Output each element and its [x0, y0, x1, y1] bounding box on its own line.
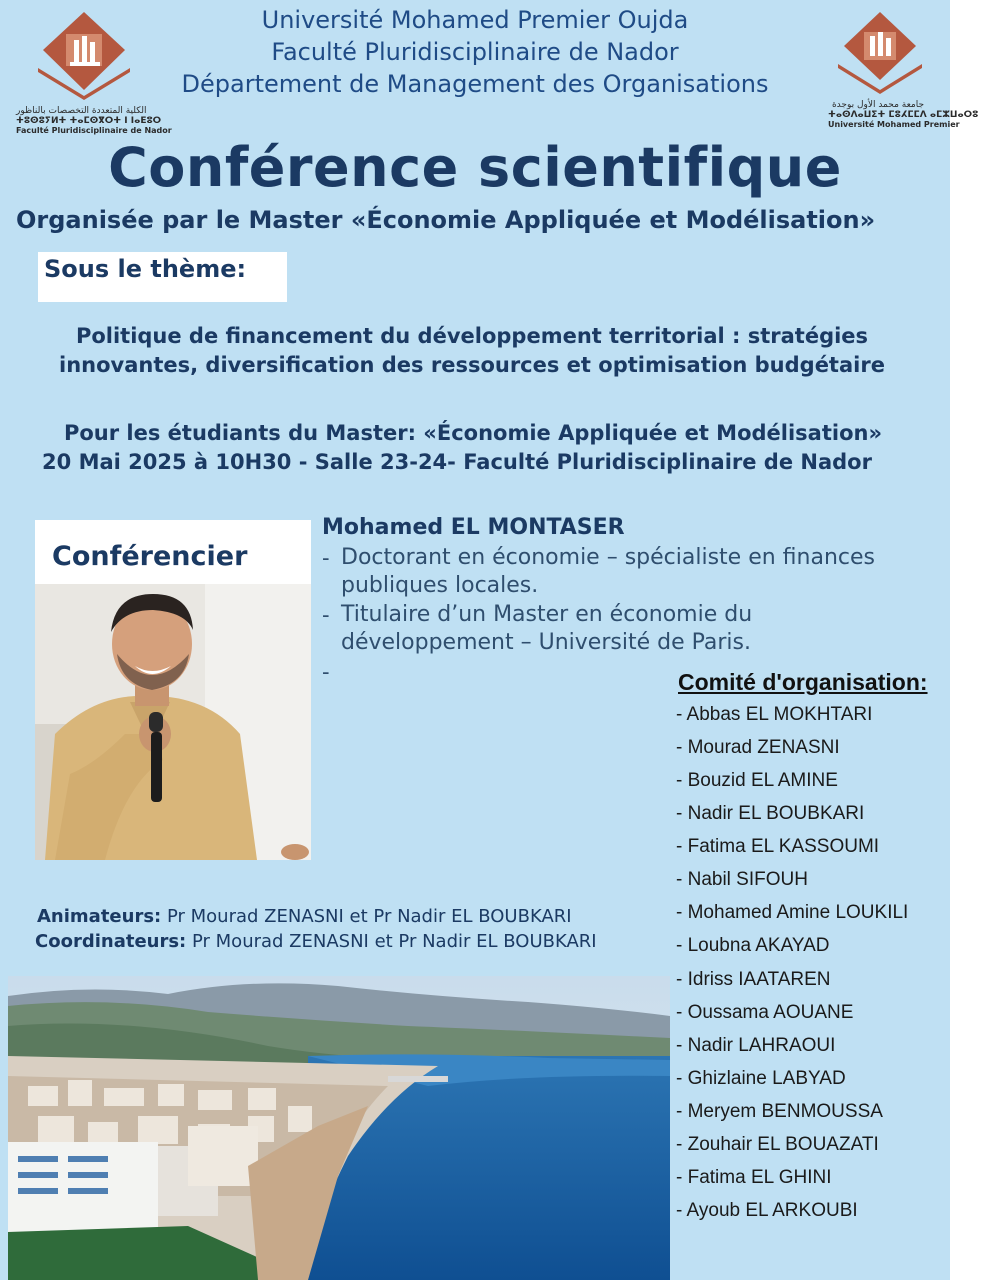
committee-member: - Nadir LAHRAOUI — [676, 1034, 836, 1056]
faculty-logo: الكلية المتعددة التخصصات بالناظور ⵜⵓⵙⵓⵢⵍⵜ ⵜⴰⵎⵙⴳⵔⵜ ⵏ ⵏⴰⴹⵓⵔ Faculté Pluridisciplinaire de Nador — [30, 10, 130, 136]
city-photo — [8, 976, 670, 1280]
committee-member: - Mohamed Amine LOUKILI — [676, 902, 909, 924]
committee-member: - Oussama AOUANE — [676, 1001, 854, 1023]
animateurs-label: Animateurs: — [37, 906, 162, 927]
theme-label: Sous le thème: — [44, 255, 247, 283]
committee-member: - Idriss IAATAREN — [676, 968, 831, 990]
committee-member: - Nadir EL BOUBKARI — [676, 803, 865, 825]
committee-member: - Mourad ZENASNI — [676, 737, 840, 759]
audience-line: Pour les étudiants du Master: «Économie Appliquée et Modélisation» — [63, 421, 883, 445]
coordinateurs-value: Pr Mourad ZENASNI et Pr Nadir EL BOUBKARI — [186, 931, 597, 952]
bio-1-line-1: Doctorant en économie – spécialiste en finances — [341, 545, 875, 570]
bio-2-line-1: Titulaire d’un Master en économie du — [341, 602, 753, 627]
committee-member: - Fatima EL GHINI — [676, 1166, 832, 1188]
committee-member: - Meryem BENMOUSSA — [676, 1100, 883, 1122]
header-department: Département de Management des Organisations — [181, 70, 769, 98]
coordinateurs-label: Coordinateurs: — [35, 931, 187, 952]
header-university: Université Mohamed Premier Oujda — [261, 6, 689, 34]
committee-member: - Ayoub EL ARKOUBI — [676, 1200, 858, 1222]
theme-line-1: Politique de financement du développement territorial : stratégies — [75, 324, 869, 348]
faculty-emblem-icon — [30, 10, 130, 100]
university-emblem-icon — [828, 8, 928, 96]
university-logo: جامعة محمد الأول بوجدة ⵜⴰⵙⴷⴰⵡⵉⵜ ⵎⵓⵃⵎⵎⴷ ⴰⵎⵣⵡⴰⵔⵓ Université Mohamed Premier — [828, 8, 928, 130]
bio-bullet: - — [322, 660, 330, 684]
university-logo-caption: Université Mohamed Premier — [828, 120, 960, 129]
committee-member: - Abbas EL MOKHTARI — [676, 704, 873, 725]
page-title: Conférence scientifique — [108, 136, 842, 199]
header-faculty: Faculté Pluridisciplinaire de Nador — [271, 38, 679, 66]
bio-bullet: - — [322, 546, 330, 570]
animateurs-value: Pr Mourad ZENASNI et Pr Nadir EL BOUBKARI — [161, 906, 572, 927]
committee-member: - Zouhair EL BOUAZATI — [676, 1133, 879, 1155]
animateurs-line — [37, 906, 572, 927]
speaker-label: Conférencier — [52, 541, 248, 572]
speaker-name: Mohamed EL MONTASER — [322, 515, 625, 540]
committee-member: - Bouzid EL AMINE — [676, 770, 838, 792]
bio-bullet: - — [322, 603, 330, 627]
committee-member: - Fatima EL KASSOUMI — [676, 836, 880, 858]
committee-member: - Ghizlaine LABYAD — [676, 1067, 846, 1089]
bio-1-line-2: publiques locales. — [341, 573, 539, 598]
date-location-line: 20 Mai 2025 à 10H30 - Salle 23-24- Faculté Pluridisciplinaire de Nador — [42, 450, 872, 474]
bio-2-line-2: développement – Université de Paris. — [341, 630, 751, 655]
committee-member: - Loubna AKAYAD — [676, 935, 830, 957]
committee-title: Comité d'organisation: — [678, 669, 928, 695]
organizer-subtitle: Organisée par le Master «Économie Appliquée et Modélisation» — [16, 206, 876, 234]
coordinateurs-line — [35, 931, 597, 952]
faculty-logo-caption: Faculté Pluridisciplinaire de Nador — [16, 126, 172, 135]
theme-line-2: innovantes, diversification des ressources et optimisation budgétaire — [59, 353, 885, 377]
committee-member: - Nabil SIFOUH — [676, 869, 808, 891]
speaker-photo — [35, 584, 311, 860]
